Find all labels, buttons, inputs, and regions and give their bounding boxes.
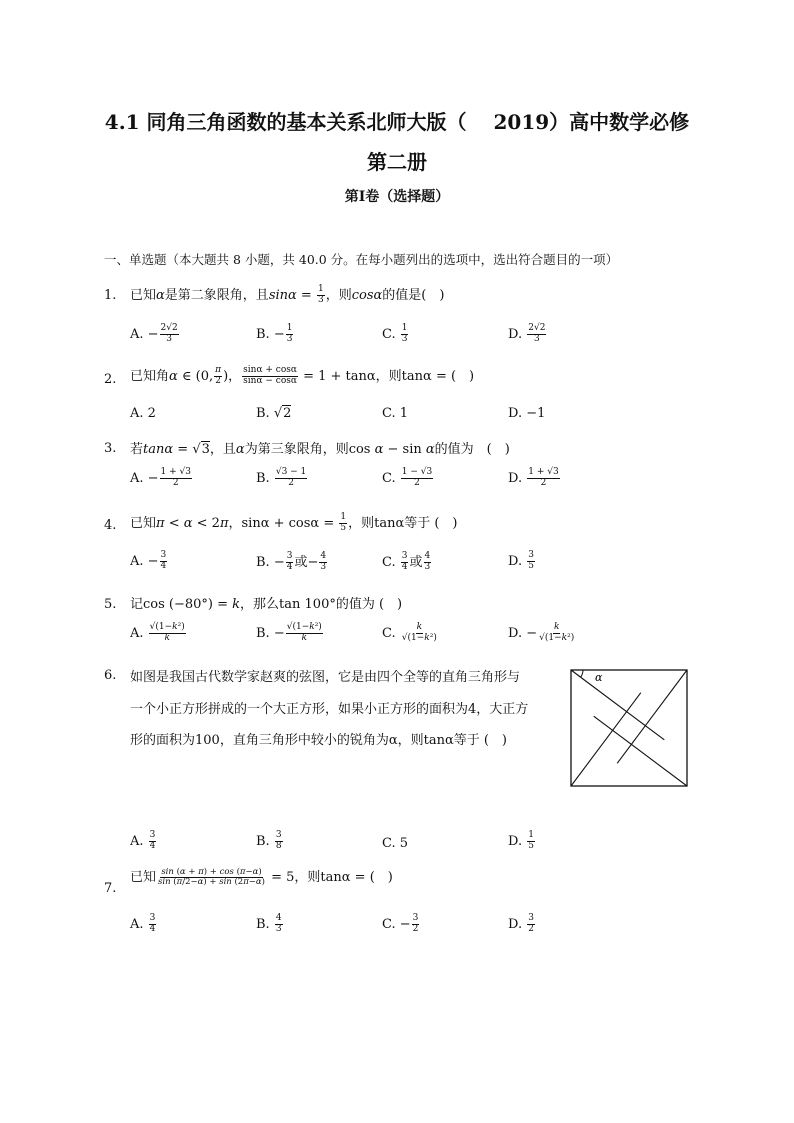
question-3-text: 若tanα = √3，且α为第三象限角，则cos α − sin α的值为 ( )	[130, 442, 510, 457]
question-number: 2.	[104, 372, 117, 387]
q2-option-a: A. 2	[130, 406, 156, 421]
question-number: 7.	[104, 881, 117, 896]
question-4-text: 已知π < α < 2π，sinα + cosα = $\frac{1}{5}$ ，则tanα等于 ( )	[130, 512, 458, 533]
question-5-text: 记cos (−80°) = k，那么tan 100°的值为 ( )	[130, 597, 403, 612]
question-number: 1.	[104, 288, 117, 303]
question-6-line3: 形的面积为100，直角三角形中较小的锐角为α，则tanα等于 ( )	[130, 733, 507, 748]
q3-option-c: C. $\frac{1 - √3}{2}$	[382, 467, 433, 488]
q5-option-c: C. $\frac{k}{\text{√(1−k²)}}$	[382, 622, 437, 643]
question-number: 5.	[104, 597, 117, 612]
q4-option-d: D. $\frac{3}{5}$	[508, 550, 534, 571]
question-6-line2: 一个小正方形拼成的一个大正方形，如果小正方形的面积为4，大正方	[130, 702, 529, 717]
section-heading: 一、单选题（本大题共 8 小题，共 40.0 分。在每小题列出的选项中，选出符合题目的一项）	[104, 252, 619, 267]
q5-option-b: B. − $\frac{\text{√(1−k²)}}{k}$	[256, 622, 322, 643]
q3-option-a: A. − $\frac{1 + √3}{2}$	[130, 467, 191, 488]
q1-option-c: C. $\frac{1}{3}$	[382, 323, 408, 344]
q4-option-c: C. $\frac{3}{4}$ 或 $\frac{4}{3}$	[382, 551, 431, 572]
q7-option-d: D. $\frac{3}{2}$	[508, 913, 534, 934]
q1-option-b: B. − $\frac{1}{3}$	[256, 323, 293, 344]
zhao-shuang-chord-figure	[570, 669, 690, 789]
question-6-line1: 如图是我国古代数学家赵爽的弦图，它是由四个全等的直角三角形与	[130, 670, 521, 685]
large-square	[571, 670, 687, 786]
q2-option-d: D. −1	[508, 406, 546, 421]
q6-option-a: A. $\frac{3}{4}$	[130, 830, 156, 851]
document-title-line1: 4.1 同角三角函数的基本关系北师大版（ 2019）高中数学必修	[104, 110, 690, 134]
question-number: 6.	[104, 668, 117, 683]
paper-part-heading: 第Ⅰ卷（选择题）	[344, 189, 450, 205]
q2-option-b: B. √2	[256, 406, 292, 421]
q1-option-a: A. − $\frac{2√2}{3}$	[130, 323, 178, 344]
q6-option-c: C. 5	[382, 836, 409, 851]
q3-option-d: D. $\frac{1 + √3}{2}$	[508, 467, 559, 488]
question-number: 3.	[104, 441, 117, 456]
angle-alpha-label: α	[595, 671, 603, 684]
q4-option-b: B. − $\frac{3}{4}$ 或− $\frac{4}{3}$	[256, 551, 327, 572]
inner-lines	[571, 670, 687, 786]
q1-option-d: D. $\frac{2√2}{3}$	[508, 323, 546, 344]
q7-option-c: C. − $\frac{3}{2}$	[382, 913, 419, 934]
q6-option-b: B. $\frac{3}{8}$	[256, 830, 282, 851]
q6-option-d: D. $\frac{1}{5}$	[508, 830, 534, 851]
q2-option-c: C. 1	[382, 406, 409, 421]
document-title-line2: 第二册	[367, 150, 427, 174]
question-7-text: 已知 $\frac{\sin (\alpha + \pi) + \cos (\pi-\alpha)}{\sin (\pi/2-\alpha) + \sin (2\pi-\alpha)}$ = 5，则tanα = ( )	[130, 866, 393, 887]
q5-option-a: A. $\frac{\text{√(1−k²)}}{k}$	[130, 622, 185, 643]
q7-option-b: B. $\frac{4}{3}$	[256, 913, 282, 934]
q7-option-a: A. $\frac{3}{4}$	[130, 913, 156, 934]
q3-option-b: B. $\frac{√3 - 1}{2}$	[256, 467, 307, 488]
question-1-text: 已知α是第二象限角，且sinα = $\frac{1}{3}$ ，则cosα的值是( )	[130, 284, 445, 305]
angle-arc	[581, 670, 583, 677]
question-number: 4.	[104, 518, 117, 533]
question-2-text: 已知角α ∈ (0, $\frac{\pi}{2}$ )， $\frac{\sin\alpha + \cos\alpha}{\sin\alpha - \cos\alpha}$ = 1 + tanα，则tanα = ( )	[130, 365, 475, 386]
q4-option-a: A. − $\frac{3}{4}$	[130, 550, 167, 571]
q5-option-d: D. − $\frac{k}{\text{√(1−k²)}}$	[508, 622, 575, 643]
